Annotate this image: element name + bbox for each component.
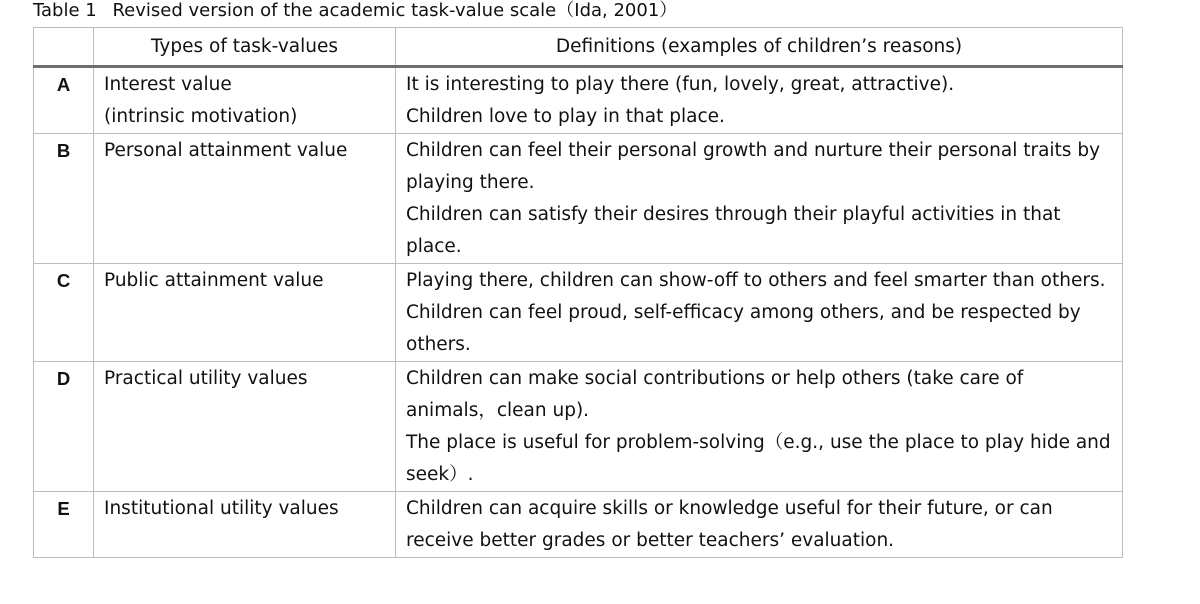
type-line: (intrinsic motivation) xyxy=(104,106,298,127)
row-type xyxy=(94,264,396,362)
table-caption-label: Table 1 xyxy=(33,0,97,21)
row-definition xyxy=(396,492,1123,558)
table-row xyxy=(34,67,1123,134)
row-definition xyxy=(396,362,1123,492)
row-type xyxy=(94,362,396,492)
table-header-row xyxy=(34,28,1123,67)
header-types: Types of task-values xyxy=(94,28,396,67)
header-letter xyxy=(34,28,94,67)
task-value-table xyxy=(33,27,1123,558)
type-line: Public attainment value xyxy=(104,270,324,291)
row-definition xyxy=(396,134,1123,264)
definition-line: Children can make social contributions or help others (take care of animals，clean up). xyxy=(406,368,1024,421)
table-row xyxy=(34,362,1123,492)
type-line: Practical utility values xyxy=(104,368,308,389)
type-line: Interest value xyxy=(104,74,232,95)
type-line: Institutional utility values xyxy=(104,498,339,519)
table-row xyxy=(34,134,1123,264)
definition-line: Children can satisfy their desires through their playful activities in that place. xyxy=(406,204,1061,257)
row-letter: C xyxy=(34,264,94,362)
table-caption-text: Revised version of the academic task-value scale（Ida, 2001） xyxy=(112,0,678,21)
row-letter: B xyxy=(34,134,94,264)
definition-line: The place is useful for problem-solving（e.g., use the place to play hide and seek）. xyxy=(406,432,1111,485)
definition-line: Children can acquire skills or knowledge useful for their future, or can receive better grades or better teachers’ evaluation. xyxy=(406,498,1053,551)
definition-line: Children can feel their personal growth and nurture their personal traits by playing there. xyxy=(406,140,1101,193)
row-letter: A xyxy=(34,67,94,134)
row-type xyxy=(94,67,396,134)
row-definition xyxy=(396,264,1123,362)
row-type xyxy=(94,134,396,264)
table-row xyxy=(34,264,1123,362)
definition-line: It is interesting to play there (fun, lovely, great, attractive). xyxy=(406,74,955,95)
table-row xyxy=(34,492,1123,558)
type-line: Personal attainment value xyxy=(104,140,348,161)
row-type xyxy=(94,492,396,558)
definition-line: Children can feel proud, self-efficacy among others, and be respected by others. xyxy=(406,302,1081,355)
definition-line: Children love to play in that place. xyxy=(406,106,725,127)
definition-line: Playing there, children can show-off to others and feel smarter than others. xyxy=(406,270,1106,291)
header-definitions: Definitions (examples of children’s reasons) xyxy=(396,28,1123,67)
row-letter: E xyxy=(34,492,94,558)
row-letter: D xyxy=(34,362,94,492)
row-definition xyxy=(396,67,1123,134)
table-caption xyxy=(33,0,677,22)
